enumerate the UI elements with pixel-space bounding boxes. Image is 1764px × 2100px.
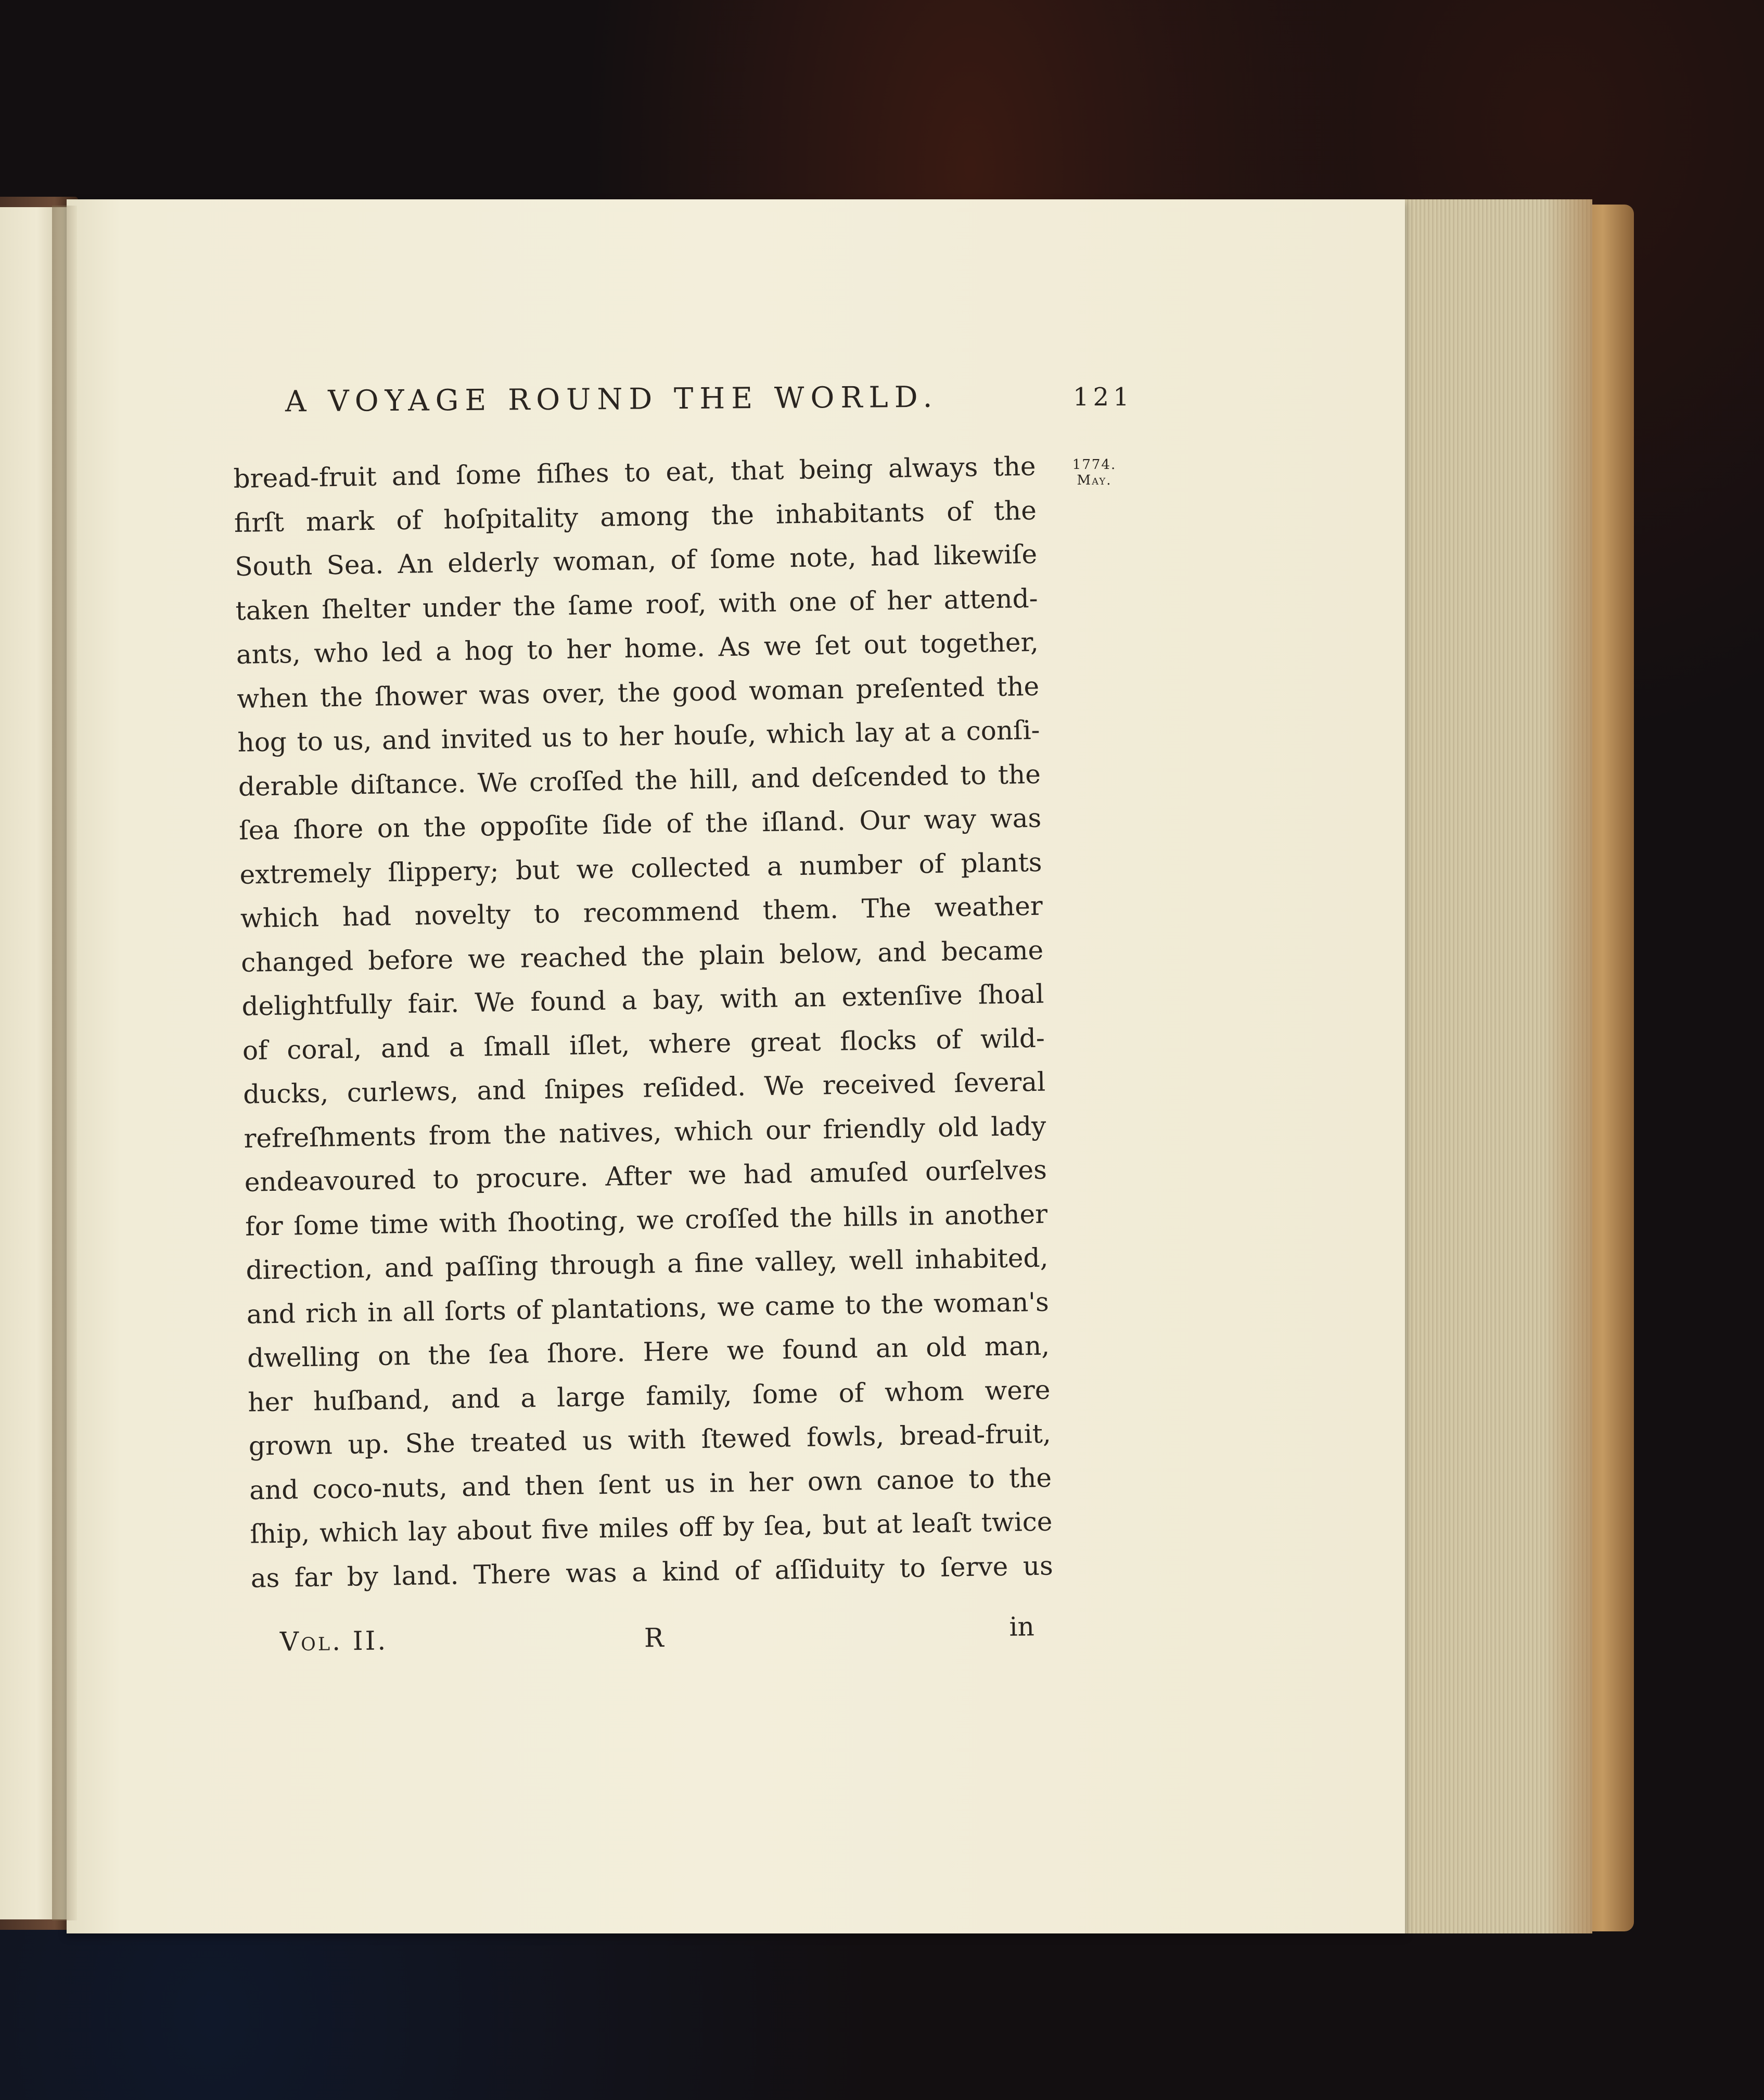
marginal-note — [1071, 457, 1118, 488]
signature-mark: R — [644, 1622, 664, 1653]
body-line: direction, and paſſing through a fine valley, well inhabited, — [246, 1242, 1049, 1286]
body-line: changed before we reached the plain below, and became — [240, 935, 1044, 978]
body-line: dwelling on the ſea ſhore. Here we found an old man, — [247, 1330, 1050, 1373]
body-line: of coral, and a ſmall iſlet, where great flocks of wild- — [242, 1023, 1045, 1066]
body-line: ſea ſhore on the oppoſite ſide of the iſland. Our way was — [238, 803, 1042, 846]
body-line: taken ſhelter under the ſame roof, with one of her attend- — [235, 583, 1038, 626]
body-line: for ſome time with ſhooting, we croſſed the hills in another — [245, 1199, 1048, 1242]
body-line: as far by land. There was a kind of aſſiduity to ſerve us — [250, 1550, 1054, 1594]
body-line: her huſband, and a large family, ſome of whom were — [248, 1374, 1051, 1418]
body-line: grown up. She treated us with ſtewed fowls, bread-fruit, — [248, 1418, 1052, 1461]
volume-label: Vol. II. — [279, 1625, 388, 1657]
catchword: in — [1009, 1611, 1035, 1642]
running-head: A VOYAGE ROUND THE WORLD. — [285, 380, 939, 419]
body-line: firſt mark of hoſpitality among the inhabitants of the — [234, 495, 1037, 538]
page-number: 121 — [1073, 383, 1133, 412]
body-line: ſhip, which lay about five miles off by ſea, but at leaſt twice — [250, 1506, 1053, 1549]
body-line: ducks, curlews, and ſnipes reſided. We received ſeveral — [242, 1066, 1046, 1110]
body-line: ants, who led a hog to her home. As we ſet out together, — [236, 627, 1039, 670]
marginal-note-year: 1774. — [1072, 457, 1117, 473]
body-line: extremely ſlippery; but we collected a number of plants — [239, 847, 1042, 890]
body-line: endeavoured to procure. After we had amuſed ourſelves — [244, 1154, 1047, 1198]
body-text — [233, 444, 1053, 1600]
body-line: derable diſtance. We croſſed the hill, and deſcended to the — [238, 759, 1041, 802]
page-block-edges — [1405, 199, 1592, 1933]
body-line: hog to us, and invited us to her houſe, which lay at a conſi- — [237, 715, 1040, 758]
marginal-note-month: May. — [1077, 473, 1112, 488]
body-line: when the ſhower was over, the good woman preſented the — [236, 671, 1040, 714]
body-line: South Sea. An elderly woman, of ſome note, had likewiſe — [234, 539, 1038, 582]
body-line: bread-fruit and ſome fiſhes to eat, that being always the — [233, 451, 1036, 494]
body-line: and coco-nuts, and then ſent us in her own canoe to the — [249, 1462, 1052, 1506]
body-line: which had novelty to recommend them. The weather — [240, 890, 1043, 934]
body-line: and rich in all ſorts of plantations, we came to the woman's — [246, 1287, 1050, 1330]
body-line: refreſhments from the natives, which our friendly old lady — [244, 1111, 1046, 1154]
body-line: delightfully fair. We found a bay, with an extenſive ſhoal — [241, 978, 1044, 1022]
book-gutter — [52, 206, 77, 1920]
